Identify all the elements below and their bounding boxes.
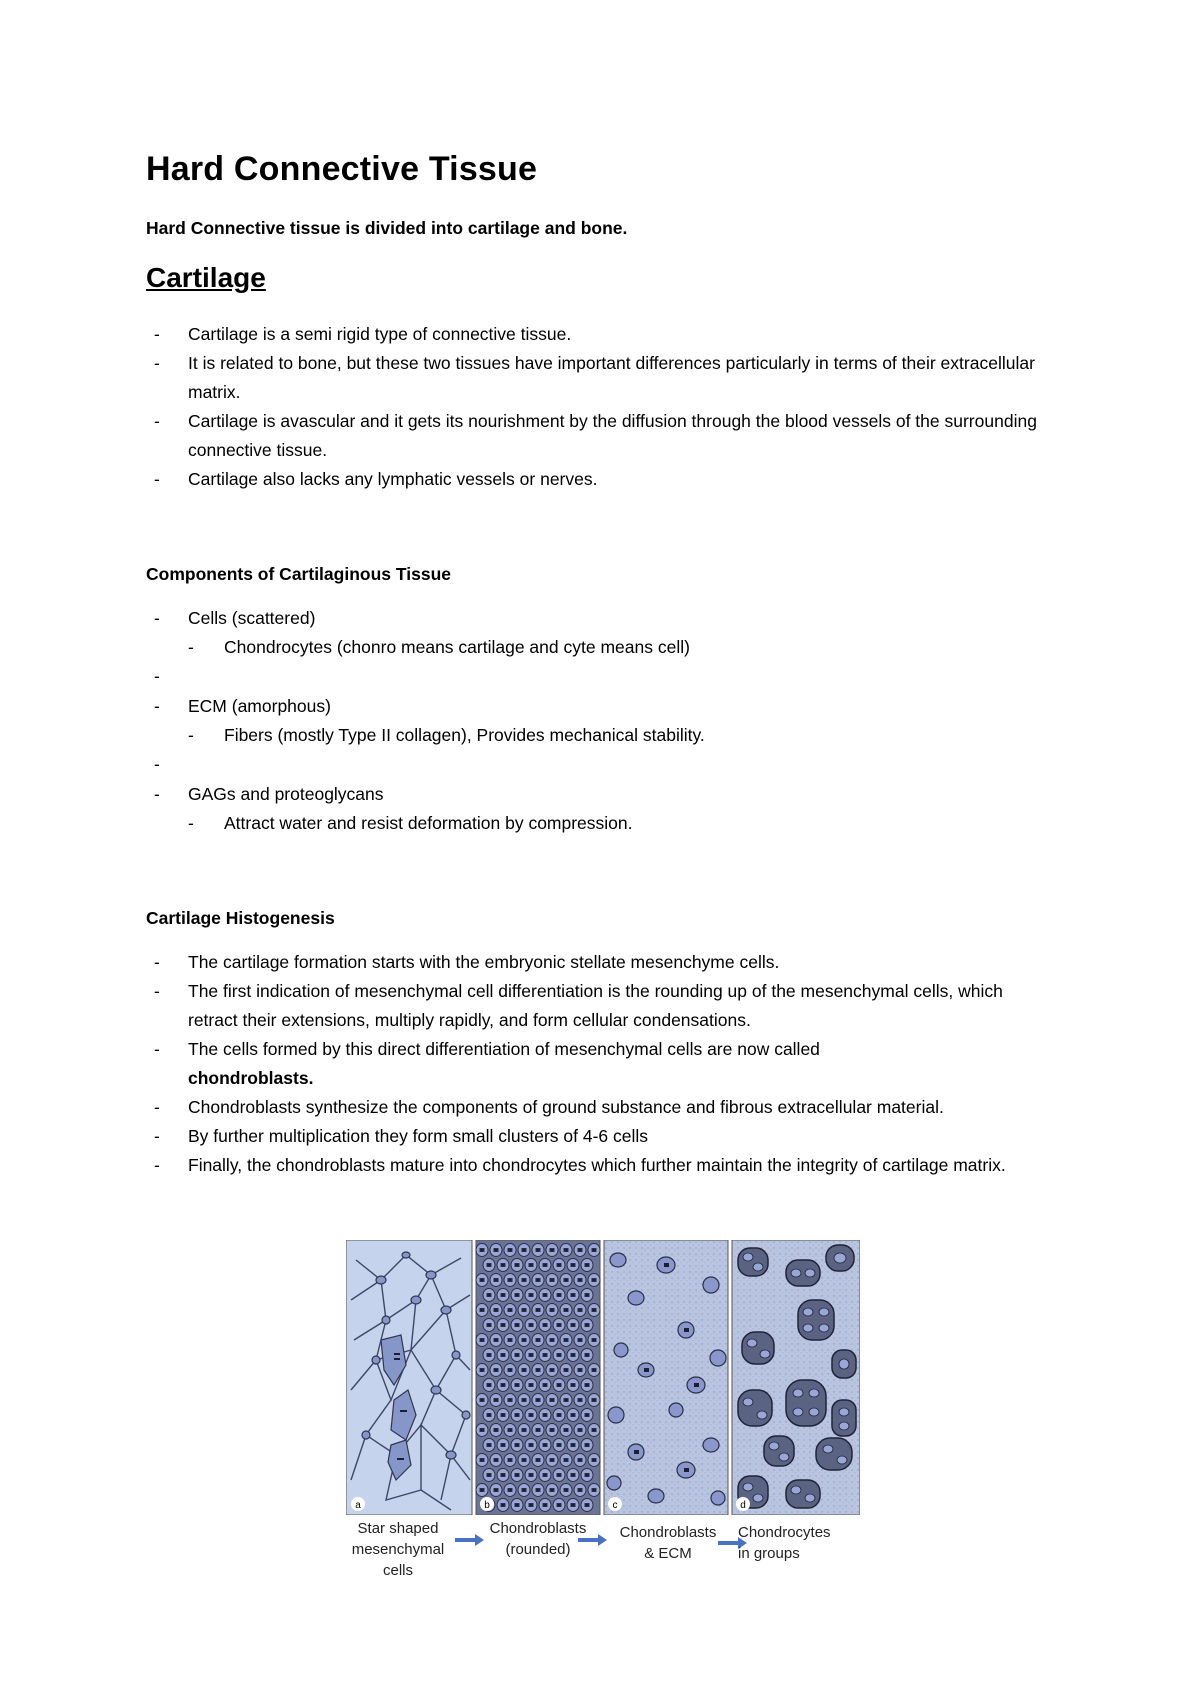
- nucleus: [529, 1504, 533, 1507]
- cartilage-list: [146, 320, 1046, 494]
- nucleus: [522, 1459, 526, 1462]
- nucleus: [508, 1489, 512, 1492]
- nucleus: [529, 1324, 533, 1327]
- nucleus: [592, 1339, 596, 1342]
- nucleus: [592, 1489, 596, 1492]
- panel-label: d: [740, 1500, 746, 1511]
- nucleus: [487, 1354, 491, 1357]
- nucleus: [585, 1504, 589, 1507]
- nucleus: [557, 1324, 561, 1327]
- cartilage-heading: Cartilage: [146, 262, 266, 293]
- nucleus: [578, 1429, 582, 1432]
- panel-label: a: [355, 1500, 361, 1511]
- nucleus: [515, 1294, 519, 1297]
- page-title: Hard Connective Tissue: [146, 150, 538, 188]
- nucleus: [529, 1354, 533, 1357]
- nucleus: [529, 1264, 533, 1267]
- nucleus: [557, 1444, 561, 1447]
- nucleus: [585, 1324, 589, 1327]
- list-item-text: ECM (amorphous): [188, 696, 331, 716]
- nucleus: [501, 1474, 505, 1477]
- list-item: - Cartilage is a semi rigid type of connective tissue.: [146, 320, 1046, 349]
- list-item: - It is related to bone, but these two tissues have important differences particularly in terms of their extracellular matrix.: [146, 349, 1046, 407]
- nucleus: [543, 1504, 547, 1507]
- nucleus: [494, 1249, 498, 1252]
- nucleus: [543, 1384, 547, 1387]
- nucleus: [515, 1444, 519, 1447]
- nucleus: [564, 1279, 568, 1282]
- nucleus: [585, 1354, 589, 1357]
- nucleus: [494, 1399, 498, 1402]
- caption-line: Star shaped: [357, 1520, 439, 1537]
- nucleus: [480, 1399, 484, 1402]
- list-item: - By further multiplication they form small clusters of 4-6 cells: [146, 1122, 1046, 1151]
- components-list: [146, 604, 1046, 838]
- nucleus: [592, 1249, 596, 1252]
- nucleus: [592, 1279, 596, 1282]
- histogenesis-figure: [346, 1240, 860, 1515]
- caption-c: [608, 1522, 728, 1564]
- nucleus: [536, 1279, 540, 1282]
- nucleus: [529, 1414, 533, 1417]
- list-item: - Cartilage is avascular and it gets its nourishment by the diffusion through the blood vessels of the surrounding connective tissue.: [146, 407, 1046, 465]
- nucleus: [515, 1324, 519, 1327]
- nucleus: [515, 1354, 519, 1357]
- nucleus: [585, 1444, 589, 1447]
- nucleus: [515, 1474, 519, 1477]
- nucleus: [515, 1504, 519, 1507]
- nucleus: [480, 1369, 484, 1372]
- nucleus: [564, 1309, 568, 1312]
- bold-term: chondroblasts.: [188, 1068, 314, 1088]
- nucleus: [578, 1489, 582, 1492]
- nucleus: [564, 1459, 568, 1462]
- nucleus: [480, 1279, 484, 1282]
- nucleus: [487, 1324, 491, 1327]
- nucleus: [501, 1294, 505, 1297]
- nucleus: [480, 1249, 484, 1252]
- nucleus: [536, 1339, 540, 1342]
- caption-line: & ECM: [644, 1545, 692, 1562]
- nucleus: [543, 1444, 547, 1447]
- panel-label: b: [484, 1500, 490, 1511]
- nucleus: [571, 1384, 575, 1387]
- nucleus: [543, 1324, 547, 1327]
- nucleus: [543, 1414, 547, 1417]
- nucleus: [543, 1474, 547, 1477]
- nucleus: [529, 1474, 533, 1477]
- sub-list-item: - Fibers (mostly Type II collagen), Provides mechanical stability.: [188, 721, 1046, 750]
- nucleus: [578, 1339, 582, 1342]
- nucleus: [494, 1489, 498, 1492]
- list-item: [146, 692, 1046, 750]
- nucleus: [557, 1264, 561, 1267]
- nucleus: [550, 1489, 554, 1492]
- nucleus: [564, 1249, 568, 1252]
- nucleus: [557, 1384, 561, 1387]
- nucleus: [571, 1294, 575, 1297]
- list-item: [146, 780, 1046, 838]
- nucleus: [578, 1279, 582, 1282]
- nucleus: [480, 1429, 484, 1432]
- nucleus: [571, 1414, 575, 1417]
- histogenesis-heading: Cartilage Histogenesis: [146, 908, 335, 928]
- nucleus: [522, 1279, 526, 1282]
- nucleus: [536, 1369, 540, 1372]
- nucleus: [501, 1384, 505, 1387]
- nucleus: [508, 1399, 512, 1402]
- nucleus: [550, 1339, 554, 1342]
- nucleus: [564, 1429, 568, 1432]
- nucleus: [543, 1354, 547, 1357]
- nucleus: [501, 1444, 505, 1447]
- nucleus: [515, 1384, 519, 1387]
- nucleus: [508, 1339, 512, 1342]
- nucleus: [487, 1474, 491, 1477]
- nucleus: [487, 1264, 491, 1267]
- nucleus: [550, 1309, 554, 1312]
- nucleus: [550, 1249, 554, 1252]
- nucleus: [571, 1504, 575, 1507]
- list-item: - Chondroblasts synthesize the components of ground substance and fibrous extracellular material.: [146, 1093, 1046, 1122]
- nucleus: [494, 1309, 498, 1312]
- nucleus: [508, 1249, 512, 1252]
- nucleus: [543, 1294, 547, 1297]
- caption-line: in groups: [738, 1545, 800, 1562]
- nucleus: [494, 1369, 498, 1372]
- nucleus: [501, 1264, 505, 1267]
- nucleus: [515, 1414, 519, 1417]
- list-item: - Cartilage also lacks any lymphatic vessels or nerves.: [146, 465, 1046, 494]
- panel-a: [346, 1240, 472, 1515]
- nucleus: [487, 1294, 491, 1297]
- list-item: - Finally, the chondroblasts mature into chondrocytes which further maintain the integrity of cartilage matrix.: [146, 1151, 1046, 1180]
- nucleus: [571, 1264, 575, 1267]
- nucleus: [550, 1459, 554, 1462]
- nucleus: [536, 1489, 540, 1492]
- nucleus: [487, 1414, 491, 1417]
- nucleus: [529, 1294, 533, 1297]
- components-heading: Components of Cartilaginous Tissue: [146, 564, 451, 584]
- nucleus: [592, 1459, 596, 1462]
- nucleus: [571, 1444, 575, 1447]
- nucleus: [480, 1459, 484, 1462]
- list-item: - The cartilage formation starts with the embryonic stellate mesenchyme cells.: [146, 948, 1046, 977]
- nucleus: [585, 1294, 589, 1297]
- nucleus: [501, 1414, 505, 1417]
- panel-d: [732, 1240, 860, 1515]
- nucleus: [585, 1384, 589, 1387]
- list-item: [146, 1035, 1046, 1093]
- nucleus: [494, 1459, 498, 1462]
- nucleus: [536, 1459, 540, 1462]
- nucleus: [557, 1294, 561, 1297]
- nucleus: [480, 1489, 484, 1492]
- nucleus: [564, 1399, 568, 1402]
- nucleus: [508, 1369, 512, 1372]
- sub-list-item: - Attract water and resist deformation by compression.: [188, 809, 1046, 838]
- nucleus: [501, 1324, 505, 1327]
- caption-line: (rounded): [505, 1541, 571, 1558]
- nucleus: [494, 1429, 498, 1432]
- nucleus: [508, 1279, 512, 1282]
- arrow-icon: [578, 1533, 608, 1547]
- nucleus: [501, 1354, 505, 1357]
- panel-c: [604, 1240, 728, 1515]
- list-item: [146, 604, 1046, 662]
- nucleus: [522, 1249, 526, 1252]
- nucleus: [557, 1504, 561, 1507]
- caption-line: Chondroblasts: [489, 1520, 587, 1537]
- nucleus: [522, 1369, 526, 1372]
- nucleus: [550, 1369, 554, 1372]
- nucleus: [564, 1489, 568, 1492]
- nucleus: [522, 1429, 526, 1432]
- nucleus: [557, 1414, 561, 1417]
- nucleus: [487, 1444, 491, 1447]
- nucleus: [557, 1474, 561, 1477]
- nucleus: [522, 1399, 526, 1402]
- nucleus: [480, 1309, 484, 1312]
- nucleus: [508, 1429, 512, 1432]
- list-item: - The first indication of mesenchymal cell differentiation is the rounding up of the mesenchymal cells, which retract their extensions, multiply rapidly, and form cellular condensations.: [146, 977, 1046, 1035]
- panel-label: c: [612, 1500, 618, 1511]
- nucleus: [564, 1339, 568, 1342]
- caption-a: [338, 1518, 458, 1581]
- nucleus: [508, 1309, 512, 1312]
- caption-d: [738, 1522, 858, 1564]
- intro-text: Hard Connective tissue is divided into cartilage and bone.: [146, 218, 628, 238]
- nucleus: [529, 1384, 533, 1387]
- nucleus: [494, 1339, 498, 1342]
- nucleus: [515, 1264, 519, 1267]
- spacer: [146, 662, 1046, 692]
- spacer: [146, 750, 1046, 780]
- nucleus: [571, 1354, 575, 1357]
- nucleus: [536, 1429, 540, 1432]
- nucleus: [592, 1429, 596, 1432]
- nucleus: [480, 1339, 484, 1342]
- list-item-text: The cells formed by this direct differentiation of mesenchymal cells are now called: [188, 1039, 820, 1059]
- nucleus: [578, 1309, 582, 1312]
- nucleus: [522, 1339, 526, 1342]
- nucleus: [550, 1429, 554, 1432]
- caption-line: Chondroblasts: [619, 1524, 717, 1541]
- nucleus: [536, 1309, 540, 1312]
- nucleus: [585, 1474, 589, 1477]
- nucleus: [578, 1369, 582, 1372]
- nucleus: [529, 1444, 533, 1447]
- nucleus: [571, 1324, 575, 1327]
- panel-b: [476, 1240, 600, 1515]
- nucleus: [522, 1309, 526, 1312]
- histogenesis-list: [146, 948, 1046, 1180]
- nucleus: [494, 1279, 498, 1282]
- caption-line: cells: [382, 1562, 413, 1579]
- nucleus: [536, 1399, 540, 1402]
- nucleus: [501, 1504, 505, 1507]
- list-item-text: GAGs and proteoglycans: [188, 784, 384, 804]
- nucleus: [557, 1354, 561, 1357]
- nucleus: [564, 1369, 568, 1372]
- nucleus: [508, 1459, 512, 1462]
- sub-list-item: - Chondrocytes (chonro means cartilage and cyte means cell): [188, 633, 1046, 662]
- nucleus: [487, 1384, 491, 1387]
- histology-panels: [346, 1240, 860, 1515]
- caption-line: Chondrocytes: [738, 1524, 831, 1541]
- nucleus: [585, 1264, 589, 1267]
- nucleus: [578, 1399, 582, 1402]
- nucleus: [550, 1279, 554, 1282]
- nucleus: [522, 1489, 526, 1492]
- nucleus: [592, 1309, 596, 1312]
- nucleus: [543, 1264, 547, 1267]
- nucleus: [571, 1474, 575, 1477]
- nucleus: [578, 1249, 582, 1252]
- nucleus: [585, 1414, 589, 1417]
- nucleus: [592, 1399, 596, 1402]
- nucleus: [578, 1459, 582, 1462]
- nucleus: [536, 1249, 540, 1252]
- list-item-text: Cells (scattered): [188, 608, 316, 628]
- nucleus: [550, 1399, 554, 1402]
- caption-line: mesenchymal: [351, 1541, 445, 1558]
- nucleus: [592, 1369, 596, 1372]
